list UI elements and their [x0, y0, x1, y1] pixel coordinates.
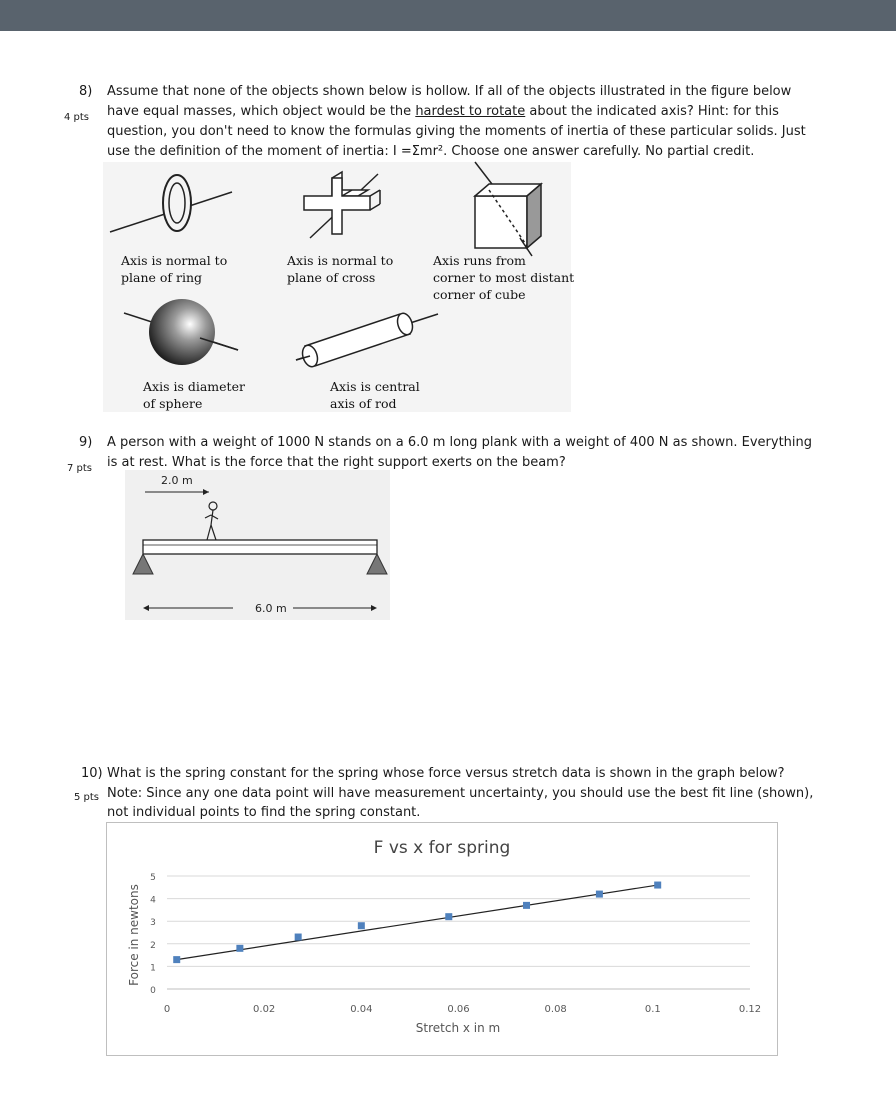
dimension-2m-label: 2.0 m [161, 474, 193, 487]
y-tick-label: 5 [150, 873, 156, 883]
cube-caption-1: Axis runs from [433, 253, 526, 268]
rod-caption-1: Axis is central [330, 379, 420, 394]
cross-caption-2: plane of cross [287, 270, 376, 285]
chart-title: F vs x for spring [373, 838, 511, 858]
question-9-number: 9) [79, 435, 93, 450]
question-9-text-line2: is at rest. What is the force that the right support exerts on the beam? [107, 455, 566, 470]
y-tick-label: 4 [150, 895, 156, 906]
data-point [173, 956, 180, 963]
question-8-text-line2: have equal masses, which object would be the hardest to rotate about the indicated axis? Hint: for this [107, 104, 779, 119]
sphere-caption-2: of sphere [143, 396, 203, 411]
cube-caption-3: corner of cube [433, 287, 526, 302]
question-8-points: 4 pts [64, 112, 90, 123]
question-10-text-line2: Note: Since any one data point will have measurement uncertainty, you should use the best fit line (shown), [107, 786, 814, 801]
hardest-to-rotate-underline: hardest to rotate [415, 104, 526, 119]
question-10-number: 10) [81, 766, 103, 781]
data-point [358, 922, 365, 929]
question-8-text-line3: question, you don't need to know the formulas giving the moments of inertia of these particular solids. Just [107, 124, 806, 139]
y-tick-label: 0 [150, 986, 156, 996]
x-axis-label: Stretch x in m [415, 1021, 501, 1035]
question-8-number: 8) [79, 84, 93, 99]
x-tick-label: 0.12 [738, 1004, 762, 1015]
y-tick-label: 3 [150, 918, 156, 929]
y-tick-label: 1 [150, 963, 156, 974]
spring-chart [106, 822, 778, 1056]
data-point [295, 934, 302, 941]
rod-caption-2: axis of rod [330, 396, 397, 411]
x-tick-label: 0.04 [350, 1004, 373, 1015]
ring-caption-1: Axis is normal to [121, 253, 228, 268]
question-10-text-line3: not individual points to find the spring constant. [107, 805, 421, 820]
data-point [236, 945, 243, 952]
x-tick-label: 0.08 [544, 1004, 567, 1015]
question-8-text-line4: use the definition of the moment of inertia: I =Σmr². Choose one answer carefully. No partial credit. [107, 144, 755, 159]
y-tick-label: 2 [150, 940, 156, 951]
data-point [445, 913, 452, 920]
y-axis-label: Force in newtons [127, 884, 141, 986]
plank [143, 540, 377, 554]
question-9-text-line1: A person with a weight of 1000 N stands on a 6.0 m long plank with a weight of 400 N as shown. Everything [107, 435, 813, 450]
question-8-text-line1: Assume that none of the objects shown below is hollow. If all of the objects illustrated in the figure below [107, 84, 792, 99]
question-10-text-line1: What is the spring constant for the spring whose force versus stretch data is shown in the graph below? [107, 766, 785, 781]
cube-caption-2: corner to most distant [433, 270, 575, 285]
sphere-caption-1: Axis is diameter [143, 379, 245, 394]
question-10-points: 5 pts [74, 792, 100, 803]
dimension-6m-label: 6.0 m [255, 602, 287, 615]
question-9-points: 7 pts [67, 463, 93, 474]
ring-caption-2: plane of ring [121, 270, 203, 285]
x-tick-label: 0 [163, 1004, 171, 1015]
data-point [596, 891, 603, 898]
plank-figure [125, 470, 390, 620]
x-tick-label: 0.06 [447, 1004, 470, 1015]
data-point [523, 902, 530, 909]
x-tick-label: 0.1 [644, 1004, 661, 1015]
data-point [654, 882, 661, 889]
cross-caption-1: Axis is normal to [287, 253, 394, 268]
x-tick-label: 0.02 [253, 1004, 276, 1015]
